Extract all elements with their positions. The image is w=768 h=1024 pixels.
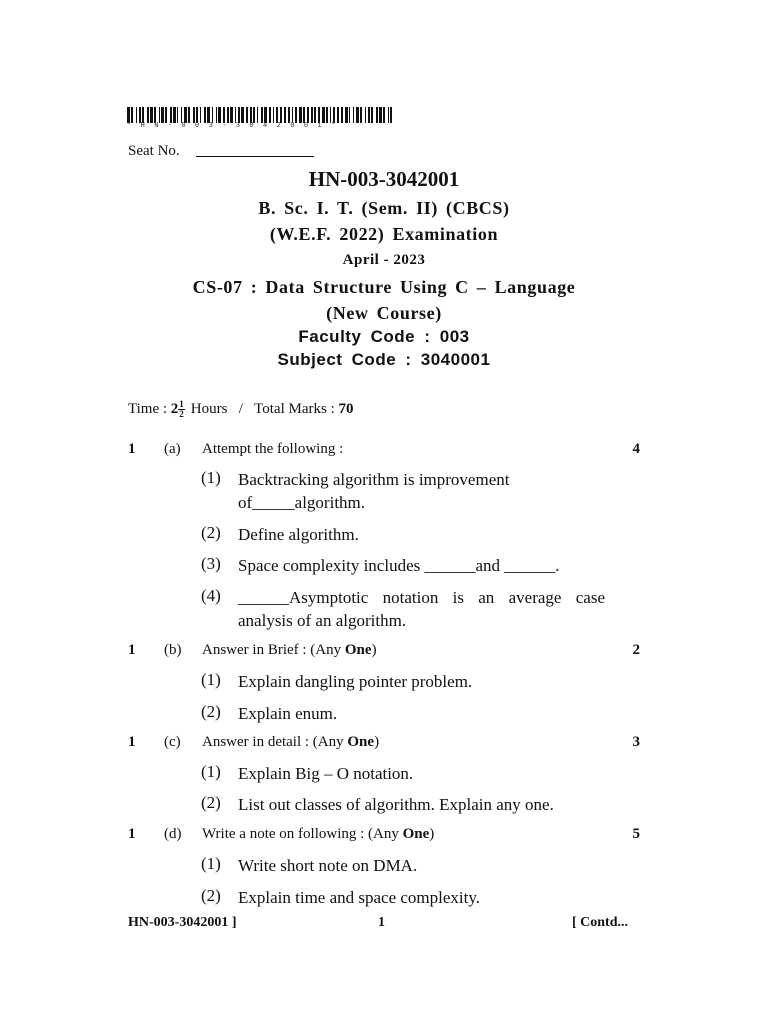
barcode-text: * H N - 0 0 3 - 3 0 4 2 0 0 1 *	[127, 122, 338, 130]
question-number: 1	[128, 642, 136, 658]
total-marks-value: 70	[338, 400, 354, 417]
fraction-numerator: 1	[179, 399, 184, 409]
question-title: Answer in Brief : (Any One)	[202, 642, 377, 658]
question-number: 1	[128, 826, 136, 842]
question-number: 1	[128, 734, 136, 750]
time-whole: 2	[170, 400, 179, 417]
question-marks: 3	[632, 734, 640, 750]
time-and-marks	[128, 400, 354, 419]
page-number: 1	[378, 915, 385, 930]
question-part: (a)	[164, 441, 181, 457]
footer-paper-code: HN-003-3042001 ]	[128, 915, 237, 930]
sub-question-number: (1)	[201, 468, 221, 487]
sub-question-number: (2)	[201, 523, 221, 542]
subject-code: Subject Code : 3040001	[277, 350, 491, 369]
question-title: Answer in detail : (Any One)	[202, 734, 380, 750]
sub-question-text: Write short note on DMA.	[238, 856, 418, 875]
question-marks: 4	[632, 441, 640, 457]
question-title: Write a note on following : (Any One)	[202, 826, 435, 842]
sub-question-text: Define algorithm.	[238, 525, 359, 544]
question-marks: 2	[632, 642, 640, 658]
seat-number-field	[128, 143, 314, 160]
sub-question-text: Explain enum.	[238, 704, 338, 723]
continued-label: [ Contd...	[572, 915, 629, 930]
question-part: (c)	[164, 734, 181, 750]
sub-question-number: (4)	[201, 586, 221, 605]
sub-question-text-continued: of_____algorithm.	[238, 493, 366, 512]
sub-question-number: (2)	[201, 702, 221, 721]
sub-question-number: (3)	[201, 554, 221, 573]
question-part: (d)	[164, 826, 182, 842]
paper-code: HN-003-3042001	[308, 167, 460, 191]
sub-question-number: (1)	[201, 762, 221, 781]
sub-question-text: ______Asymptotic notation is an average case analysis of an algorithm.	[238, 588, 605, 630]
barcode	[127, 107, 392, 123]
sub-question-number: (1)	[201, 670, 221, 689]
sub-question-line: Backtracking algorithm is improvement	[238, 470, 510, 489]
examination-title: (W.E.F. 2022) Examination	[269, 224, 499, 244]
question-title: Attempt the following :	[202, 441, 344, 457]
subject-title: CS-07 : Data Structure Using C – Language	[192, 277, 576, 297]
question-part: (b)	[164, 642, 182, 658]
seat-number-blank	[196, 156, 314, 157]
question-number: 1	[128, 441, 136, 457]
hours-label: Hours	[190, 400, 228, 417]
sub-question-text: List out classes of algorithm. Explain any one.	[238, 795, 554, 814]
course-type: (New Course)	[326, 303, 442, 323]
sub-question-text: Explain Big – O notation.	[238, 764, 414, 783]
exam-session: April - 2023	[342, 252, 426, 268]
sub-question-text: Space complexity includes ______and ______.	[238, 556, 560, 575]
separator: /	[238, 400, 243, 417]
program-title: B. Sc. I. T. (Sem. II) (CBCS)	[258, 198, 510, 218]
faculty-code: Faculty Code : 003	[298, 327, 470, 346]
fraction-denominator: 2	[179, 409, 184, 419]
sub-question-number: (2)	[201, 793, 221, 812]
total-marks-label: Total Marks :	[254, 400, 339, 417]
sub-question-text: Explain time and space complexity.	[238, 888, 481, 907]
question-marks: 5	[632, 826, 640, 842]
sub-question-text	[238, 468, 605, 491]
sub-question-text: Explain dangling pointer problem.	[238, 672, 473, 691]
seat-number-label: Seat No.	[128, 143, 180, 159]
sub-question-number: (1)	[201, 854, 221, 873]
time-label: Time :	[128, 400, 171, 417]
time-fraction	[178, 400, 185, 419]
sub-question-number: (2)	[201, 886, 221, 905]
